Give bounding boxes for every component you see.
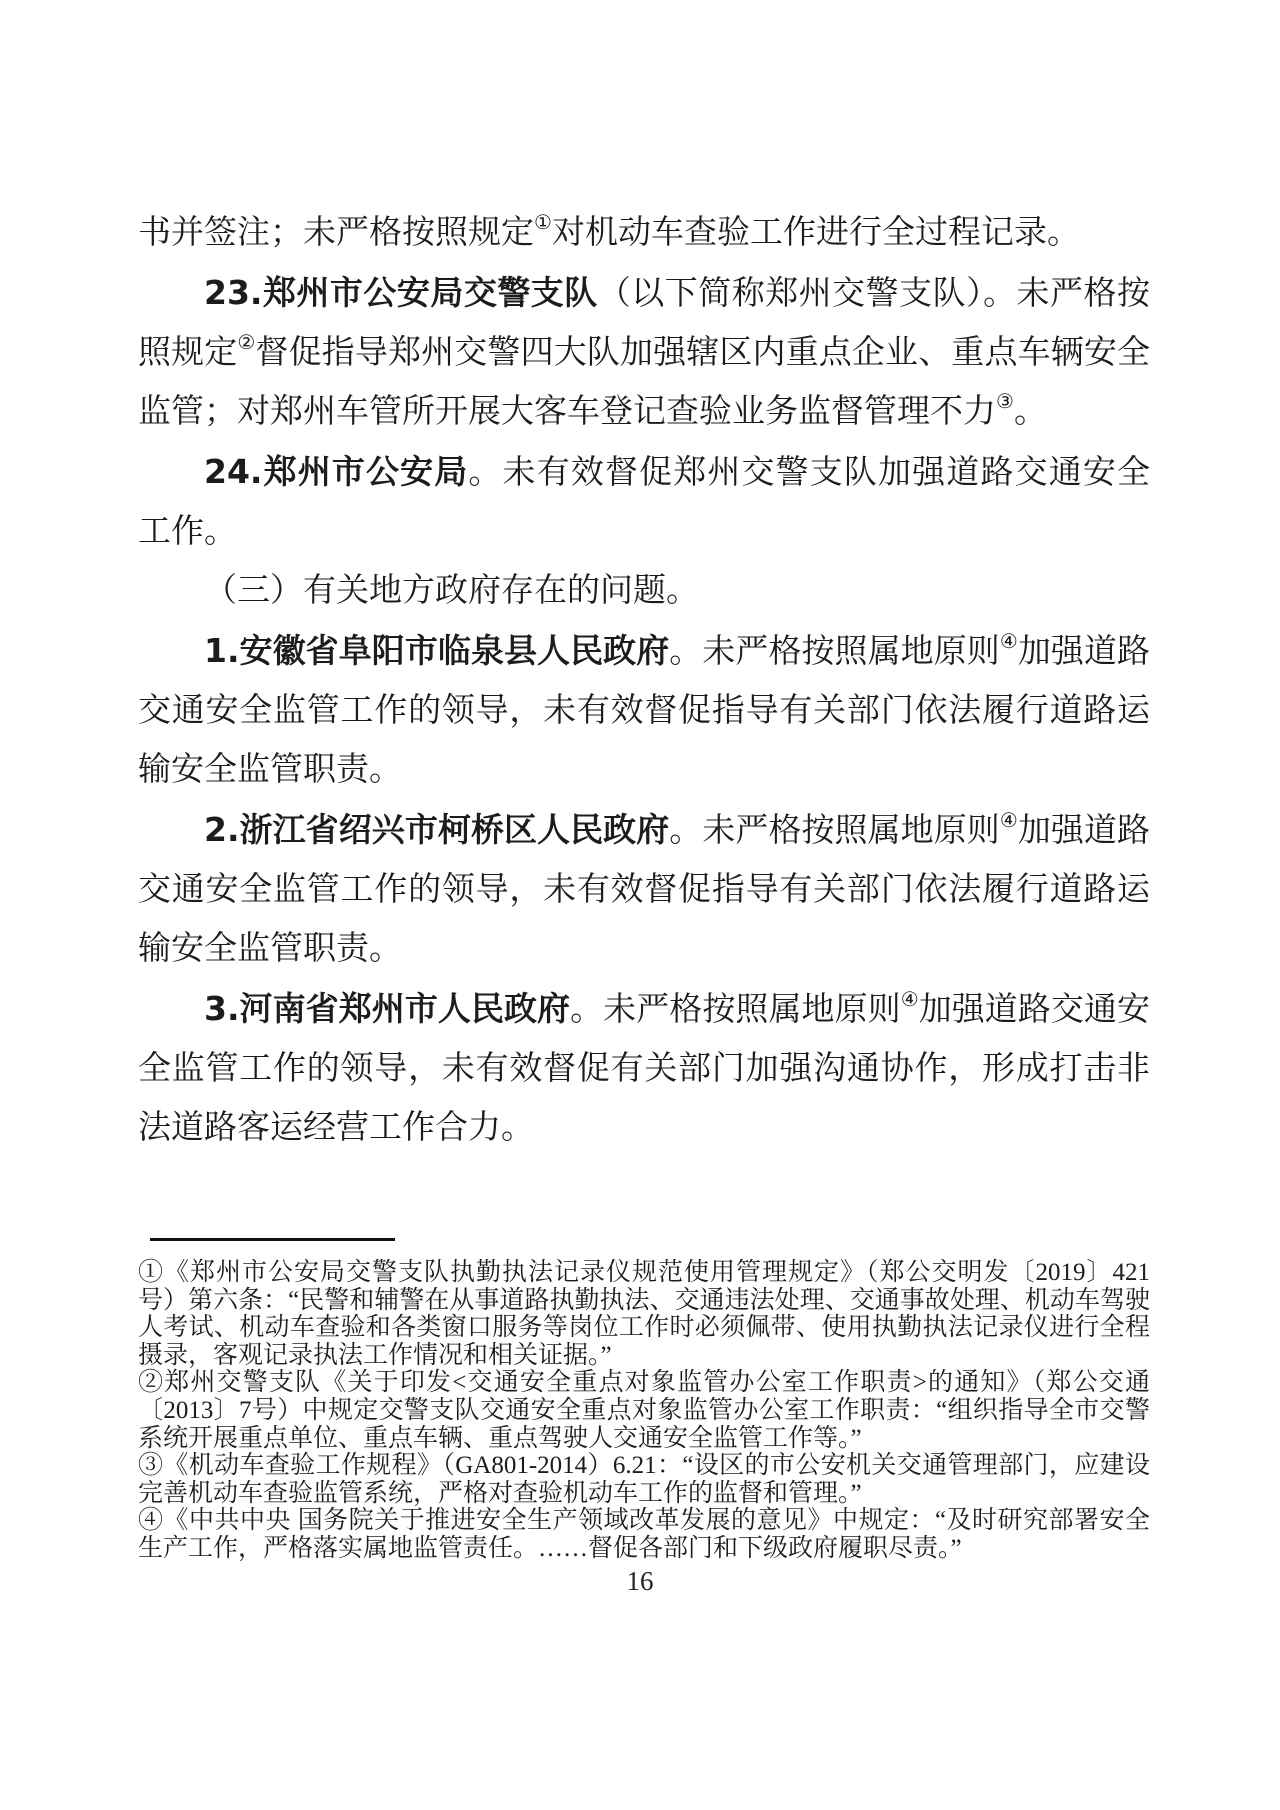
body-text-segment: 督促指导郑州交警四大队加强辖区内重点企业、重点车辆安全监管；对郑州车管所开展大客车登记查验业务监督管理不力 — [138, 335, 1151, 430]
footnotes-section — [138, 1259, 1150, 1563]
footnote-ref-4: ④ — [999, 631, 1018, 653]
item-2-title: 2.浙江省绍兴市柯桥区人民政府 — [204, 810, 670, 849]
footnote-ref-2: ② — [237, 332, 256, 354]
body-text-segment: 书并签注；未严格按照规定 — [138, 215, 534, 251]
paragraph-item-3 — [138, 979, 1150, 1158]
paragraph-item-24 — [138, 442, 1150, 562]
footnote-divider — [150, 1238, 395, 1241]
item-23-title: 23.郑州市公安局交警支队 — [204, 273, 598, 312]
body-text-segment: 。未严格按照属地原则 — [669, 813, 1000, 849]
footnote-ref-4: ④ — [999, 810, 1018, 832]
item-1-title: 1.安徽省阜阳市临泉县人民政府 — [204, 631, 670, 670]
footnote-ref-1: ① — [534, 212, 552, 234]
paragraph-item-23 — [138, 263, 1150, 442]
item-3-title: 3.河南省郑州市人民政府 — [204, 989, 571, 1028]
page-number: 16 — [626, 1566, 654, 1596]
body-text-segment: 。未严格按照属地原则 — [669, 634, 1000, 670]
footnote-3: ③《机动车查验工作规程》（GA801-2014）6.21：“设区的市公安机关交通管理部门，应建设完善机动车查验监管系统，严格对查验机动车工作的监督和管理。” — [138, 1452, 1150, 1507]
footnote-2: ②郑州交警支队《关于印发<交通安全重点对象监管办公室工作职责>的通知》（郑公交通〔2013〕7号）中规定交警支队交通安全重点对象监管办公室工作职责：“组织指导全市交警系统开展重点单位、重点车辆、重点驾驶人交通安全监管工作等。” — [138, 1369, 1150, 1452]
body-text-segment: 。未严格按照属地原则 — [570, 992, 901, 1028]
body-text-segment: 加强道路交通安全监管工作的领导，未有效督促指导有关部门依法履行道路运输安全监管职责。 — [138, 813, 1151, 967]
paragraph-continuation — [138, 204, 1150, 263]
body-text-segment: 加强道路交通安全监管工作的领导，未有效督促指导有关部门依法履行道路运输安全监管职责。 — [138, 634, 1151, 788]
footnote-ref-3: ③ — [996, 391, 1014, 413]
section-heading-3 — [138, 562, 1150, 621]
body-text-segment: 加强道路交通安全监管工作的领导，未有效督促有关部门加强沟通协作，形成打击非法道路客运经营工作合力。 — [138, 992, 1151, 1146]
paragraph-item-1 — [138, 621, 1150, 800]
item-24-title: 24.郑州市公安局 — [204, 452, 469, 491]
body-text-segment: 。 — [1013, 394, 1047, 430]
paragraph-item-2 — [138, 800, 1150, 979]
footnote-4: ④《中共中央 国务院关于推进安全生产领域改革发展的意见》中规定：“及时研究部署安全生产工作，严格落实属地监管责任。……督促各部门和下级政府履职尽责。” — [138, 1507, 1150, 1562]
footnote-ref-4: ④ — [900, 989, 919, 1011]
body-text-segment: （以下简称郑州交警支队）。未严格按照规定 — [138, 276, 1151, 371]
main-text — [138, 204, 1150, 1158]
body-text-segment: 。未有效督促郑州交警支队加强道路交通安全工作。 — [138, 455, 1151, 550]
section-heading-text: （三）有关地方政府存在的问题。 — [204, 573, 699, 609]
body-text-segment: 对机动车查验工作进行全过程记录。 — [551, 215, 1080, 251]
footnote-1: ①《郑州市公安局交警支队执勤执法记录仪规范使用管理规定》（郑公交明发〔2019〕421号）第六条：“民警和辅警在从事道路执勤执法、交通违法处理、交通事故处理、机动车驾驶人考试、机动车查验和各类窗口服务等岗位工作时必须佩带、使用执勤执法记录仪进行全程摄录，客观记录执法工作情况和相关证据。” — [138, 1259, 1150, 1369]
